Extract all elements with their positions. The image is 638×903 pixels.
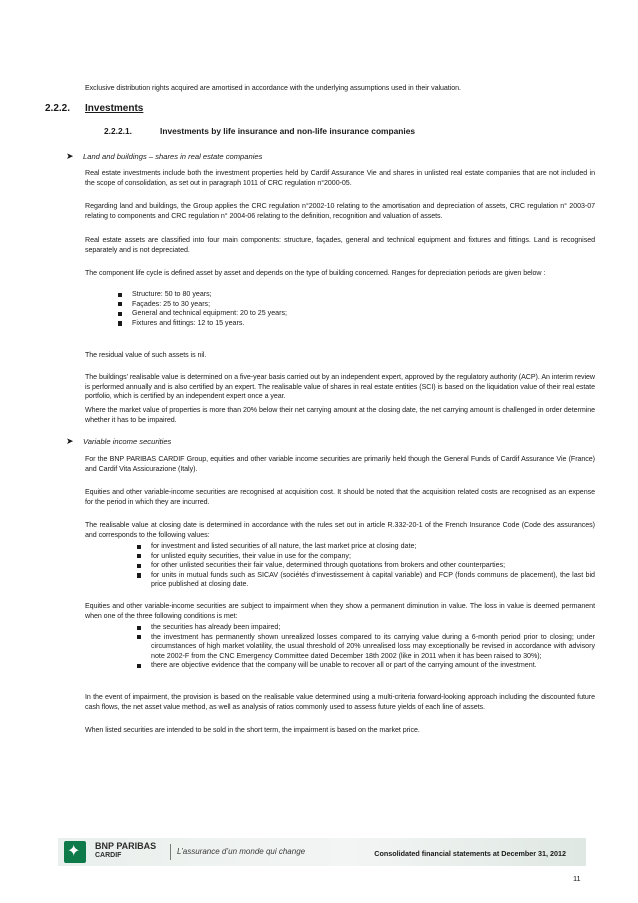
list-item: Façades: 25 to 30 years; [118,300,418,310]
section-number: 2.2.2. [45,103,71,114]
arrow-bullet-icon: ➤ [66,436,74,446]
list-item: the investment has permanently shown unrealized losses compared to its carrying value during a 6-month period prior to closing; under circumstances of high market volatility, the usual threshold of 20% unrealised loss may exceptionally be revised in accordance with advisory note 2002-F from the CNC Emergency Committee dated December 18th 2002 (like in 2011 when it has been raised to 30%); [137,633,595,662]
list-item: there are objective evidence that the company will be unable to recover all or part of the carrying amount of the investment. [137,661,595,671]
subsection-number: 2.2.2.1. [104,126,132,136]
brand-tagline: L’assurance d’un monde qui change [177,847,306,856]
bnp-stars-logo-icon [64,841,86,863]
land-paragraph-3: Real estate assets are classified into four main components: structure, façades, general and technical equipment and fixtures and fittings. Land is recognised separately and is not depreciated. [85,236,595,254]
list-item: for units in mutual funds such as SICAV (sociétés d’investissement à capital variable) and FCP (fonds communs de placement), the last bid price published at closing date. [137,571,595,590]
footer-banner [58,838,586,866]
star-icon: ✦ [67,843,81,860]
arrow-bullet-icon: ➤ [66,151,74,161]
brand-name: BNP PARIBAS [95,841,157,851]
land-paragraph-4: The component life cycle is defined asset by asset and depends on the type of building concerned. Ranges for depreciation periods are given below : [85,269,546,277]
list-item: for other unlisted securities their fair value, determined through quotations from brokers and other counterparties; [137,561,595,571]
variable-paragraph-5: In the event of impairment, the provision is based on the realisable value determined using a multi-criteria forward-looking approach including the discounted future cash flows, the net asset value method, as well as analysis of ratios commonly used to assess future yields of each line of assets. [85,693,595,711]
page-number: 11 [573,874,581,883]
variable-paragraph-4: Equities and other variable-income securities are subject to impairment when they show a permanent diminution in value. The loss in value is deemed permanent when one of the three following conditions is met: [85,602,595,620]
variable-income-heading-text: Variable income securities [83,437,172,446]
land-paragraph-7: Where the market value of properties is more than 20% below their net carrying amount at the closing date, the net carrying amount is challenged in order determine whether it has to be impaired. [85,406,595,424]
variable-paragraph-3: The realisable value at closing date is determined in accordance with the rules set out in article R.332-20-1 of the French Insurance Code (Code des assurances) and corresponds to the following values: [85,521,595,539]
list-item: Structure: 50 to 80 years; [118,290,418,300]
list-item: the securities has already been impaired; [137,623,595,633]
depreciation-components-list [118,290,418,328]
subsection-title: Investments by life insurance and non-life insurance companies [160,126,416,136]
variable-paragraph-1: For the BNP PARIBAS CARDIF Group, equities and other variable income securities are primarily held though the General Funds of Cardif Assurance Vie (France) and Cardif Vita Assicurazione (Italy). [85,455,595,473]
section-title: Investments [85,103,144,114]
variable-paragraph-6: When listed securities are intended to be sold in the short term, the impairment is based on the market price. [85,726,420,734]
list-item: for unlisted equity securities, their value in use for the company; [137,552,595,562]
footer-document-title: Consolidated financial statements at December 31, 2012 [374,849,566,858]
list-item: Fixtures and fittings: 12 to 15 years. [118,319,418,329]
land-paragraph-6: The buildings’ realisable value is determined on a five-year basis carried out by an independent expert, approved by the regulatory authority (ACP). An interim review is performed annually and is also certified by an expert. The realisable value of shares in real estate entities (SCI) is based on the liquidation value of their real estate portfolio, which is certified by an independent expert once a year. [85,373,595,401]
land-paragraph-1: Real estate investments include both the investment properties held by Cardif Assurance Vie and shares in unlisted real estate companies that are not included in the scope of consolidation, as set out in paragraph 1011 of CRC regulation n°2000-05. [85,169,595,187]
realisable-values-list [137,542,595,590]
impairment-conditions-list [137,623,595,671]
variable-paragraph-2: Equities and other variable-income securities are recognised at acquisition cost. It should be noted that the acquisition related costs are recognised as an expense for the period in which they are incurred. [85,488,595,506]
intro-paragraph: Exclusive distribution rights acquired are amortised in accordance with the underlying assumptions used in their valuation. [85,84,461,92]
list-item: General and technical equipment: 20 to 25 years; [118,309,418,319]
land-buildings-heading-text: Land and buildings – shares in real estate companies [83,152,263,161]
list-item: for investment and listed securities of all nature, the last market price at closing date; [137,542,595,552]
land-paragraph-5: The residual value of such assets is nil. [85,351,207,359]
footer-divider [170,844,171,860]
variable-income-heading [66,436,171,447]
brand-subname: CARDIF [95,852,122,859]
land-buildings-heading [66,151,262,162]
land-paragraph-2: Regarding land and buildings, the Group applies the CRC regulation n°2002-10 relating to the amortisation and depreciation of assets, CRC regulation n° 2003-07 relating to components and CRC regulation n° 2004-06 relating to the definition, recognition and valuation of assets. [85,202,595,220]
